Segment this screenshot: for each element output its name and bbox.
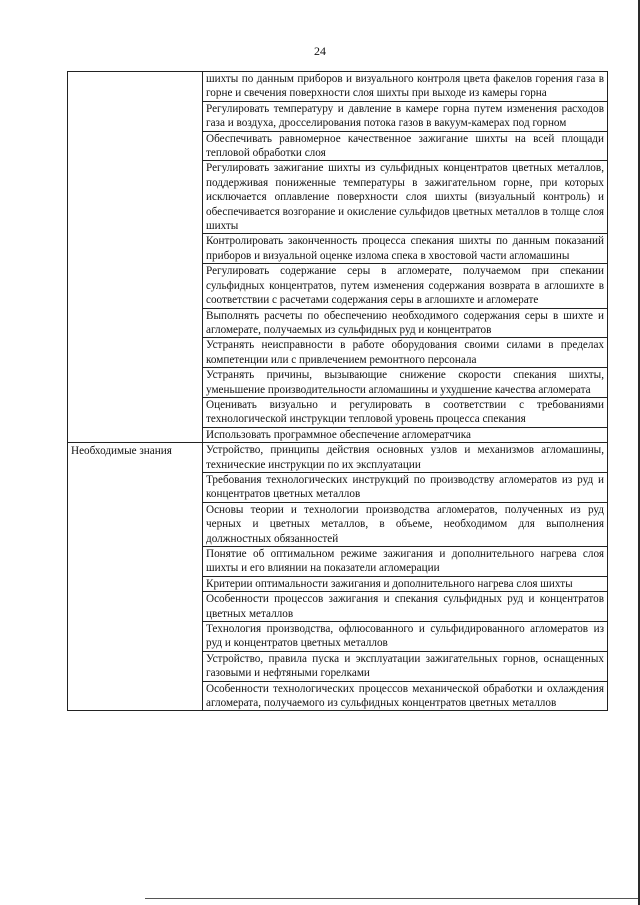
skills-list: [203, 72, 607, 442]
list-item: Основы теории и технологии производства агломератов, полученных из руд черных и цветных металлов, в объеме, необходимом для выполнения должностных обязанностей: [203, 503, 607, 547]
list-item: Понятие об оптимальном режиме зажигания и дополнительного нагрева слоя шихты и его влиянии на показатели агломерации: [203, 547, 607, 577]
table-section-knowledge: [68, 442, 607, 710]
list-item: Устройство, правила пуска и эксплуатации зажигательных горнов, оснащенных газовыми и нефтяными горелками: [203, 652, 607, 682]
list-item: Регулировать зажигание шихты из сульфидных концентратов цветных металлов, поддерживая пониженные температуры в зажигательном горне, при которых исключается оплавление поверхности слоя шихты (визуальный контроль) и обеспечивается возгорание и окисление сульфидов цветных металлов в толще слоя шихты: [203, 161, 607, 234]
competency-table: [67, 71, 608, 711]
list-item: Устранять неисправности в работе оборудования своими силами в пределах компетенции или с привлечением ремонтного персонала: [203, 338, 607, 368]
list-item: Регулировать содержание серы в агломерате, получаемом при спекании сульфидных концентратов, путем изменения содержания возврата в аглошихте в соответствии с расчетами содержания серы в аглошихте и агломерате: [203, 264, 607, 308]
list-item: Контролировать законченность процесса спекания шихты по данным показаний приборов и визуальной оценке излома спека в хвостовой части агломашины: [203, 234, 607, 264]
section-label: [68, 72, 203, 442]
list-item: Выполнять расчеты по обеспечению необходимого содержания серы в шихте и агломерате, получаемых из сульфидных руд и концентратов: [203, 309, 607, 339]
section-label-required-knowledge: Необходимые знания: [68, 443, 203, 710]
list-item: Особенности технологических процессов механической обработки и охлаждения агломерата, получаемого из сульфидных концентратов цветных металлов: [206, 682, 604, 710]
list-item: Обеспечивать равномерное качественное зажигание шихты на всей площади тепловой обработки слоя: [203, 132, 607, 162]
list-item: Использовать программное обеспечение агломератчика: [206, 428, 472, 441]
list-item: Требования технологических инструкций по производству агломератов из руд и концентратов цветных металлов: [203, 473, 607, 503]
list-item: Оценивать визуально и регулировать в соответствии с требованиями технологической инструкции тепловой уровень процесса спекания: [203, 398, 607, 428]
list-item: Устранять причины, вызывающие снижение скорости спекания шихты, уменьшение производительности агломашины и ухудшение качества агломерата: [203, 368, 607, 398]
knowledge-list: [203, 443, 607, 710]
scan-edge-line: [145, 898, 640, 899]
list-item: Устройство, принципы действия основных узлов и механизмов агломашины, технические инструкции по их эксплуатации: [203, 443, 607, 473]
list-item: Технология производства, офлюсованного и сульфидированного агломератов из руд и концентратов цветных металлов: [203, 622, 607, 652]
list-item: Особенности процессов зажигания и спекания сульфидных руд и концентратов цветных металлов: [203, 592, 607, 622]
page-number: 24: [314, 44, 326, 58]
list-item: Критерии оптимальности зажигания и дополнительного нагрева слоя шихты: [203, 577, 607, 592]
list-item: шихты по данным приборов и визуального контроля цвета факелов горения газа в горне и свечения поверхности слоя шихты при выходе из камеры горна: [203, 72, 607, 102]
table-section-skills: [68, 72, 607, 442]
list-item: Регулировать температуру и давление в камере горна путем изменения расходов газа и воздуха, дросселирования потока газов в вакуум-камерах под горном: [203, 102, 607, 132]
